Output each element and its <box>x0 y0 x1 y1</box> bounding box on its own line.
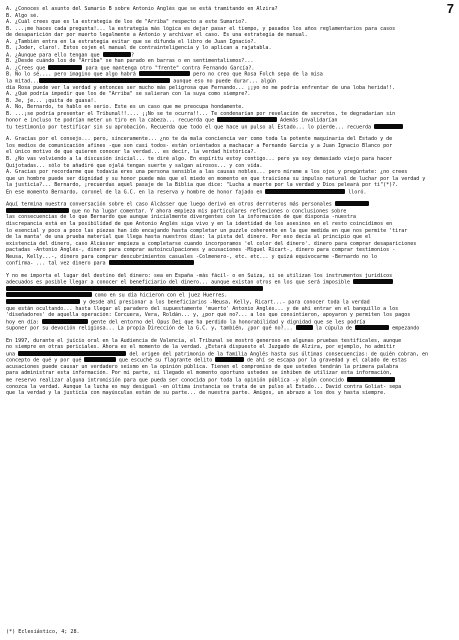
text-line: B. Algo sé. <box>6 12 40 19</box>
redaction-bar <box>217 117 277 122</box>
redaction-bar <box>265 189 345 194</box>
paragraph-block <box>6 136 452 195</box>
text-line: B. Je, je... ¡quita de guasa!. <box>6 97 97 104</box>
text-line: el único motivo de que quieren conocer la verdad... es decir, la verdad histórica?. <box>6 149 257 156</box>
text-line: Neusa, Kelly...-, dinero para comprar descubrimientos casuales -Colmenero-, etc. etc... y quizá equivocarme -Bernardo no lo <box>6 253 378 260</box>
text-line: día Rosa puede ver la verdad y entonces ser mucho más peligrosa que Fernando... ¡¡yo no me podría enfrentar de una loba herida!!. <box>6 84 396 91</box>
text-line: no siempre en otras periciales. Ahora es el momento de la verdad. ¿Estará dispuesto el Juzgado de Alzira, por ejemplo, ho admitir <box>6 344 396 351</box>
text-line: existencia del dinero, caso Alcàsser empieza a completarse cuando incorporamos 'el color del dinero'. dinero para comprar desapariciones <box>6 240 417 247</box>
text-line: para administrar esta información. Por mi parte, si llegado el momento oportuno ustedes se inhiben de utilizar esta información, <box>6 370 393 377</box>
text-line: que están ocultando... hasta llegar al paradero del supuestamente 'muerto' Antonio Anglés... y de ahí entrar en el banquillo a los <box>6 305 399 312</box>
redaction-bar <box>6 292 92 297</box>
text-line: A. Gracias por el consejo... pero, sinceramente... ¿no te da mala conciencia ver como toda la potente maquinaria del Estado y de <box>6 136 393 143</box>
text-line: de desaparición dar por muerto legalmente a Antonio y archivar el caso. Es una estrategia de manual. <box>6 32 308 39</box>
text-line: la mitad... aunque eso no puede durar... algún <box>6 78 276 85</box>
redaction-bar <box>296 325 313 330</box>
text-line: de la manta' de una prueba material que llega hasta nuestros días: la pista del dinero. Por eso decía al principio que el <box>6 234 372 241</box>
text-line: A. Gracias por recordarme que todavía eres una persona sensible a las causas nobles... pero mírame a los ojos y pregúntate: ¿no crees <box>6 169 408 176</box>
text-line: B. No lo sé.... pero imagino que algo habrá pero no creo que Rosa Folch sepa de la misa <box>6 71 323 78</box>
text-line: A. ¿También entra en la estrategia evitar que se difunda el libro de Juan Ignacio?. <box>6 38 257 45</box>
text-line: las consecuencias de lo que Bernardo que aunque inicialmente divergentes con la información de que disponía -nuestra <box>6 214 356 221</box>
text-line: suponer por su devoción religiosa... La propia Dirección de la G.C. y, también, ¿por qué no?... la cúpula de empezando <box>6 325 420 332</box>
text-line: Y no me importa el lugar del destino del dinero: sea en España -más fácil- o en Suiza, si se utilizan los instrumentos jurídicos <box>6 272 393 279</box>
text-line: B. ...¡se podría presentar el Tribunal!!.... ¡¡No se te ocurra!!... Te condenarían por revelación de secretos, te degradarían sin <box>6 110 396 117</box>
text-line: que un hombre puede ser dignidad y su honor puede más que el miedo en momento en que traiciona su impulso natural de luchar por la verdad y <box>6 175 426 182</box>
text-line: A. ¿Qué podría impedir que los de "Arriba" se salieran con la suya como siempre?. <box>6 91 251 98</box>
redaction-bar <box>6 286 263 291</box>
text-line: hoy en día: gente del entorno del Opus Dei que ha perdido la honorabilidad y dignidad que se les podría <box>6 319 366 326</box>
text-line: A. ¿Conoces el asunto del Sumario B sobre Antonio Anglés que se está tramitando en Alzira? <box>6 6 278 12</box>
paragraph-block <box>6 6 452 130</box>
redaction-bar <box>335 201 369 206</box>
text-line: y desde ahí presionar a los beneficiarios -Neusa, Kelly, Ricart...- para conocer toda la verdad <box>6 299 452 306</box>
redaction-bar <box>48 65 82 70</box>
text-line: En ese momento Bernardo, coronel de la G.C. en la reserva y hombre de honor fajado en lloró. <box>6 189 367 196</box>
text-line: la justicia?... Bernardo, ¡recuerdas aquel pasaje de la Biblia que dice: "Lucha a muerte por la verdad y Dios peleará por ti"(*)?. <box>6 182 399 189</box>
redaction-bar <box>84 357 115 362</box>
text-line: lo esencial y poco a poco las piezas han ido encajando hasta completar un puzzle coherente en la que medida en que nos permite 'tirar <box>6 227 408 234</box>
text-line: A. No, Bernardo, te hablo en serio. Este es un caso que me preocupa hondamente. <box>6 104 245 111</box>
redaction-bar <box>6 208 69 213</box>
text-line: A. ¿Aunque para ello tengan que ? <box>6 52 135 59</box>
redaction-bar <box>109 260 195 265</box>
text-line: los medios de comunicación afines -que son casi todos- están orientados a machacar a Fernando García y a Juan Ignacio Blanco por <box>6 142 393 149</box>
text-line: B. ¿No vas volviendo a la discusión inicial... te diré algo. En espíritu estoy contigo... pero ya soy demasiado viejo para hacer <box>6 156 393 163</box>
text-line: me reservo realizar alguna intromisión para que pueda ser conocida por toda la opinión pública -y algún conocido <box>6 377 452 384</box>
text-line: discrepancia está en la posibilidad de que Antonio Anglés siga vivo y en la identidad de los asesinos en el resto coincidimos en <box>6 220 393 227</box>
redaction-bar <box>347 377 395 382</box>
paragraph-block <box>6 273 452 332</box>
redaction-bar <box>374 124 403 129</box>
text-line: que la verdad y la justicia con mayúsculas están de su parte... de nuestra parte. Amigos, un abrazo a los dos y hasta siempre. <box>6 390 387 397</box>
redaction-bar <box>103 52 132 57</box>
text-line: B. ¡Joder, claro!. Estos cojen el manual de contrainteligencia y lo aplican a rajatabla. <box>6 45 272 52</box>
text-line: 'diseñadores' de aquella operación: Corcuera, Vera, Roldán... y, ¿por qué no?... a los que consintieron, apoyaron y permiten los pagos <box>6 312 411 319</box>
redaction-bar <box>42 319 88 324</box>
redaction-bar <box>6 299 80 304</box>
text-line: A. ¿Cuál crees que es la estrategia de los de "Arriba" respecto a este Sumario?. <box>6 19 248 26</box>
text-line: confirma- ... tal vez dinero para <box>6 260 452 267</box>
text-line: En 1997, durante el juicio oral en la Audiencia de Valencia, el Tribunal se mostró generoso en algunas pruebas testificales, aunque <box>6 337 402 344</box>
text-line: tu testimonio por testificar sin su aprobación. Recuerda que todo el que hace un pulso al Estado... lo pierde... recuerda <box>6 124 452 131</box>
redaction-bar <box>18 351 126 356</box>
text-line: Quijotadas... sólo te añadiré que ojalá tengan suerte y salgan airosos... y con vida. <box>6 162 263 169</box>
text-line: A. ¿Crees que para que mantenga otro "frente" contra Fernando García?. <box>6 65 255 72</box>
paragraph-block <box>6 201 452 266</box>
text-line: pactadas -Antonio Anglés-, dinero para comprar autoinculpaciones y acusaciones -Miguel Ricart-, dinero para comprar testimonios - <box>6 247 396 254</box>
redaction-bar <box>353 279 393 284</box>
page-number: 7 <box>446 1 454 16</box>
text-line: adecuados es posible llegar a conocer el beneficiario del dinero... aunque existan otros en los que será imposible <box>6 279 452 286</box>
redaction-bar <box>355 325 389 330</box>
redaction-bar <box>39 78 170 83</box>
redaction-bar <box>215 357 244 362</box>
text-line: B. ...¡me haces cada pregunta!... la estrategia más lógica es dejar pasar el tiempo, y pasados los años reglamentarios para casos <box>6 25 396 32</box>
document-body <box>6 6 452 397</box>
footnote: (*) Eclesiástico, 4; 28. <box>6 629 80 635</box>
text-line: acusaciones puede causar un verdadero seísmo en la opinión pública. Tienen el compromiso de que ustedes tendrán la primera palabra <box>6 363 399 370</box>
text-line: Aquí termina nuestra conversación sobre el caso Alcàsser que luego derivó en otros derroteros más personales <box>6 201 452 208</box>
text-line: B. ¿Desde cuándo los de "Arriba" se han parado en barras o en sentimentalismos?... <box>6 58 254 65</box>
text-line: conozca la verdad. Aunque la lucha es muy desigual -en última instancia se trata de un pulso al Estado... David contra Goliat- sepa <box>6 383 402 390</box>
paragraph-block <box>6 338 452 397</box>
redaction-bar <box>139 71 190 76</box>
text-line: como en su día hicieron con el juez Huerres. <box>6 292 452 299</box>
text-line: concepto de qué y por qué que escuché su flagrante delito de ahí se escapa por la gravedad y el calado de estas <box>6 357 407 364</box>
text-line: una del origen del patrimonio de la familia Anglés hasta sus últimas consecuencias: de quién cobran, en <box>6 351 429 358</box>
text-line: honor e incluso te podrían meter un tiro en la cabeza... recuerda que Además invalidarían <box>6 117 338 124</box>
text-line: que no ha lugar comentar. Y ahora empieza mis particulares reflexiones o conclusiones sobre <box>6 208 452 215</box>
